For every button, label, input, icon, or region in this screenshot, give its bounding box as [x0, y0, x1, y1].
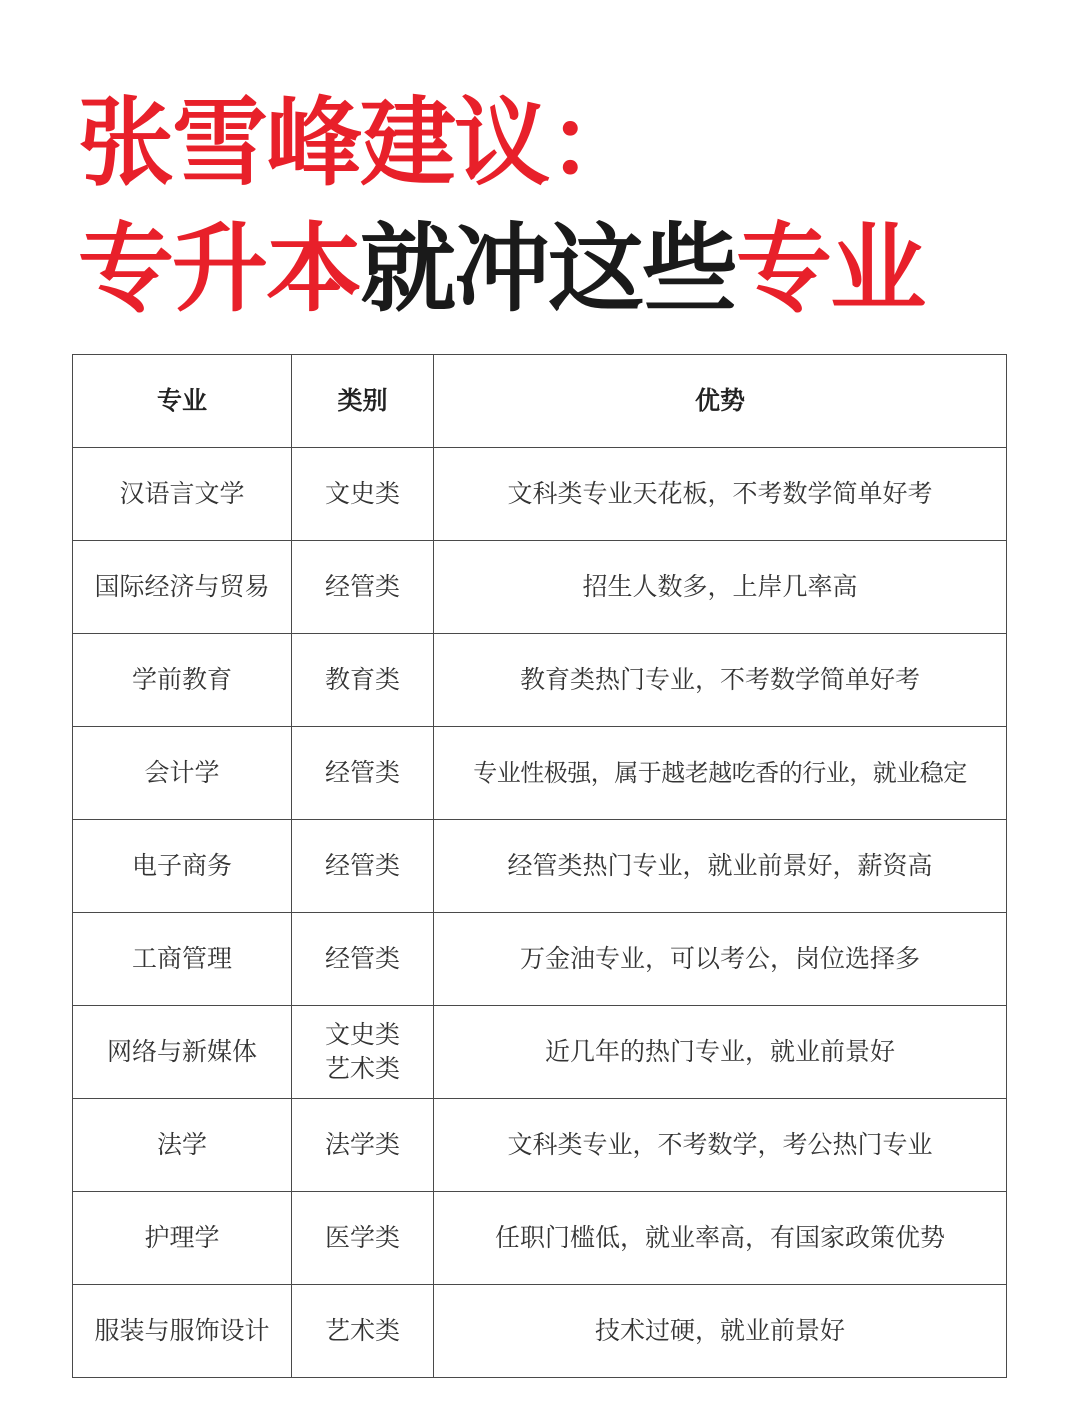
cell-advantage: 技术过硬，就业前景好 [434, 1285, 1007, 1378]
cell-advantage: 专业性极强，属于越老越吃香的行业，就业稳定 [434, 727, 1007, 820]
cell-major: 汉语言文学 [73, 448, 292, 541]
category-label: 教育类 [324, 665, 400, 694]
table-row [73, 541, 1007, 634]
category-label: 医学类 [324, 1223, 400, 1252]
table-row [73, 1285, 1007, 1378]
cell-category [292, 1192, 434, 1285]
cell-major: 国际经济与贸易 [73, 541, 292, 634]
cell-major: 会计学 [73, 727, 292, 820]
category-label: 文史类 [324, 479, 400, 508]
header-category: 类别 [292, 355, 434, 448]
cell-advantage: 文科类专业天花板，不考数学简单好考 [434, 448, 1007, 541]
cell-category [292, 820, 434, 913]
cell-category [292, 634, 434, 727]
table-row [73, 913, 1007, 1006]
table-row [73, 727, 1007, 820]
majors-table [72, 354, 1007, 1378]
title-highlight-zhuanye: 专业 [736, 213, 924, 325]
category-label: 文史类 [324, 1020, 400, 1049]
table-row [73, 1192, 1007, 1285]
cell-category [292, 448, 434, 541]
category-label: 经管类 [324, 758, 400, 787]
category-label: 艺术类 [324, 1054, 400, 1083]
cell-advantage: 文科类专业，不考数学，考公热门专业 [434, 1099, 1007, 1192]
cell-advantage: 万金油专业，可以考公，岗位选择多 [434, 913, 1007, 1006]
title-text-jiuchongzhexie: 就冲这些 [360, 213, 736, 325]
cell-category [292, 913, 434, 1006]
cell-advantage: 近几年的热门专业，就业前景好 [434, 1006, 1007, 1099]
table-row [73, 634, 1007, 727]
cell-category [292, 1285, 434, 1378]
page-title-line2 [78, 214, 924, 324]
cell-advantage: 教育类热门专业，不考数学简单好考 [434, 634, 1007, 727]
table-body [73, 448, 1007, 1378]
cell-major: 工商管理 [73, 913, 292, 1006]
category-label: 经管类 [324, 851, 400, 880]
cell-advantage: 任职门槛低，就业率高，有国家政策优势 [434, 1192, 1007, 1285]
header-advantage: 优势 [434, 355, 1007, 448]
category-label: 法学类 [324, 1130, 400, 1159]
category-label: 经管类 [324, 572, 400, 601]
table-header-row [73, 355, 1007, 448]
cell-category [292, 541, 434, 634]
table-row [73, 1006, 1007, 1099]
cell-major: 学前教育 [73, 634, 292, 727]
category-label: 经管类 [324, 944, 400, 973]
cell-major: 电子商务 [73, 820, 292, 913]
cell-category [292, 1006, 434, 1099]
category-label: 艺术类 [324, 1316, 400, 1345]
cell-major: 服装与服饰设计 [73, 1285, 292, 1378]
cell-category [292, 1099, 434, 1192]
table-row [73, 448, 1007, 541]
page-title-line1: 张雪峰建议： [78, 87, 642, 199]
cell-advantage: 经管类热门专业，就业前景好，薪资高 [434, 820, 1007, 913]
table-row [73, 1099, 1007, 1192]
cell-major: 护理学 [73, 1192, 292, 1285]
cell-major: 法学 [73, 1099, 292, 1192]
title-highlight-zhuanshengben: 专升本 [78, 213, 360, 325]
cell-advantage: 招生人数多，上岸几率高 [434, 541, 1007, 634]
cell-category [292, 727, 434, 820]
header-major: 专业 [73, 355, 292, 448]
table-row [73, 820, 1007, 913]
cell-major: 网络与新媒体 [73, 1006, 292, 1099]
